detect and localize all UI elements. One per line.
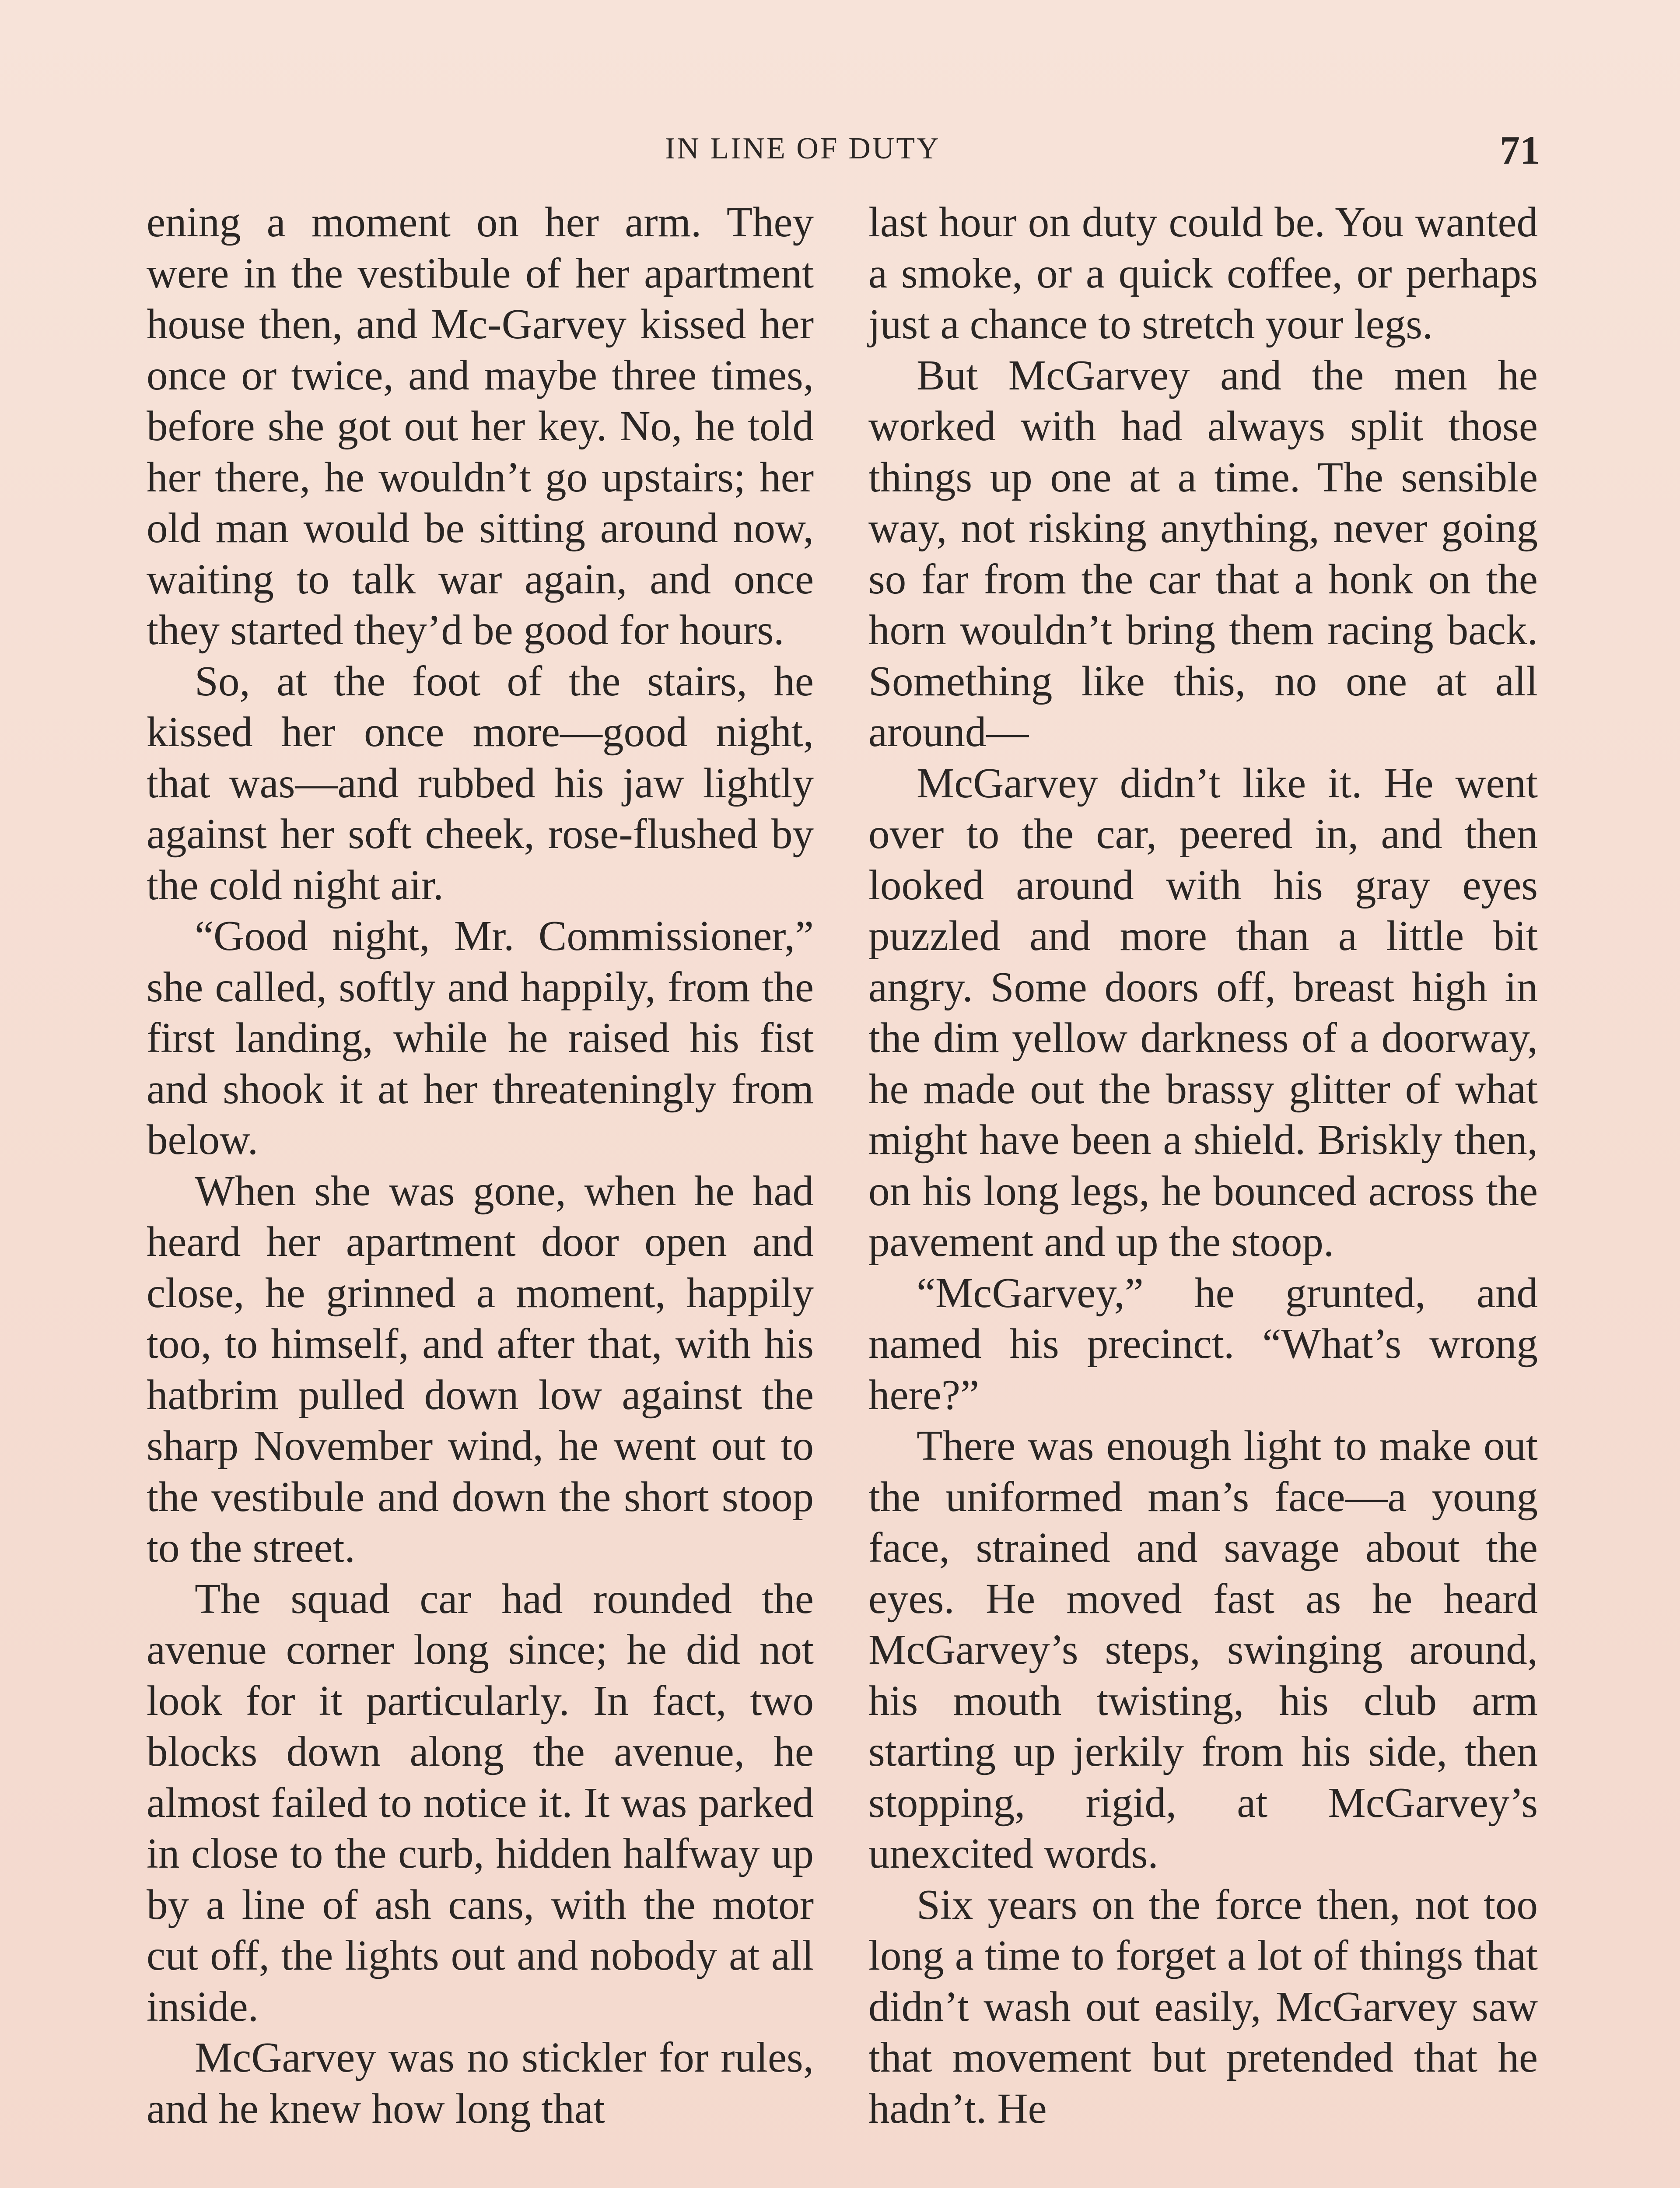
paragraph: There was enough light to make out the uniformed man’s face—a young face, strained and savage about the eyes. He moved fast as he heard McGarvey’s steps, swinging around, his mouth twisting, his club arm starting up jerkily from his side, then stopping, rigid, at McGarvey’s unexcited words. bbox=[868, 1422, 1538, 1877]
page-number: 71 bbox=[1500, 128, 1540, 172]
paragraph: But McGarvey and the men he worked with had always split those things up one at a time. The sensible way, not risking anything, never going so far from the car that a honk on the horn wouldn’t bring them racing back. Something like this, no one at all around— bbox=[868, 351, 1538, 755]
paragraph: “Good night, Mr. Commissioner,” she called, softly and happily, from the first landing, while he raised his fist and shook it at her threateningly from below. bbox=[147, 912, 814, 1163]
paragraph: So, at the foot of the stairs, he kissed her once more—good night, that was—and rubbed his jaw lightly against her soft cheek, rose-flushed by the cold night air. bbox=[147, 657, 814, 908]
paragraph: ening a moment on her arm. They were in the vestibule of her apartment house then, and Mc-Garvey kissed her once or twice, and maybe three times, before she got out her key. No, he told her there, he wouldn’t go upstairs; her old man would be sitting around now, waiting to talk war again, and once they started they’d be good for hours. bbox=[147, 199, 814, 653]
left-text-column bbox=[147, 197, 814, 2134]
running-head-title: IN LINE OF DUTY bbox=[665, 132, 941, 165]
paragraph: McGarvey didn’t like it. He went over to the car, peered in, and then looked around with his gray eyes puzzled and more than a little bit angry. Some doors off, breast high in the dim yellow darkness of a doorway, he made out the brassy glitter of what might have been a shield. Briskly then, on his long legs, he bounced across the pavement and up the stoop. bbox=[868, 759, 1538, 1265]
paragraph: The squad car had rounded the avenue corner long since; he did not look for it particularly. In fact, two blocks down along the avenue, he almost failed to notice it. It was parked in close to the curb, hidden halfway up by a line of ash cans, with the motor cut off, the lights out and nobody at all inside. bbox=[147, 1575, 814, 2030]
paragraph: Six years on the force then, not too long a time to forget a lot of things that didn’t wash out easily, McGarvey saw that movement but pretended that he hadn’t. He bbox=[868, 1881, 1538, 2132]
paragraph: When she was gone, when he had heard her apartment door open and close, he grinned a moment, happily too, to himself, and after that, with his hatbrim pulled down low against the sharp November wind, he went out to the vestibule and down the short stoop to the street. bbox=[147, 1167, 814, 1571]
right-text-column bbox=[868, 197, 1538, 2134]
paragraph: last hour on duty could be. You wanted a smoke, or a quick coffee, or perhaps just a chance to stretch your legs. bbox=[868, 199, 1538, 347]
paragraph: McGarvey was no stickler for rules, and he knew how long that bbox=[147, 2034, 814, 2132]
paragraph: “McGarvey,” he grunted, and named his precinct. “What’s wrong here?” bbox=[868, 1269, 1538, 1418]
